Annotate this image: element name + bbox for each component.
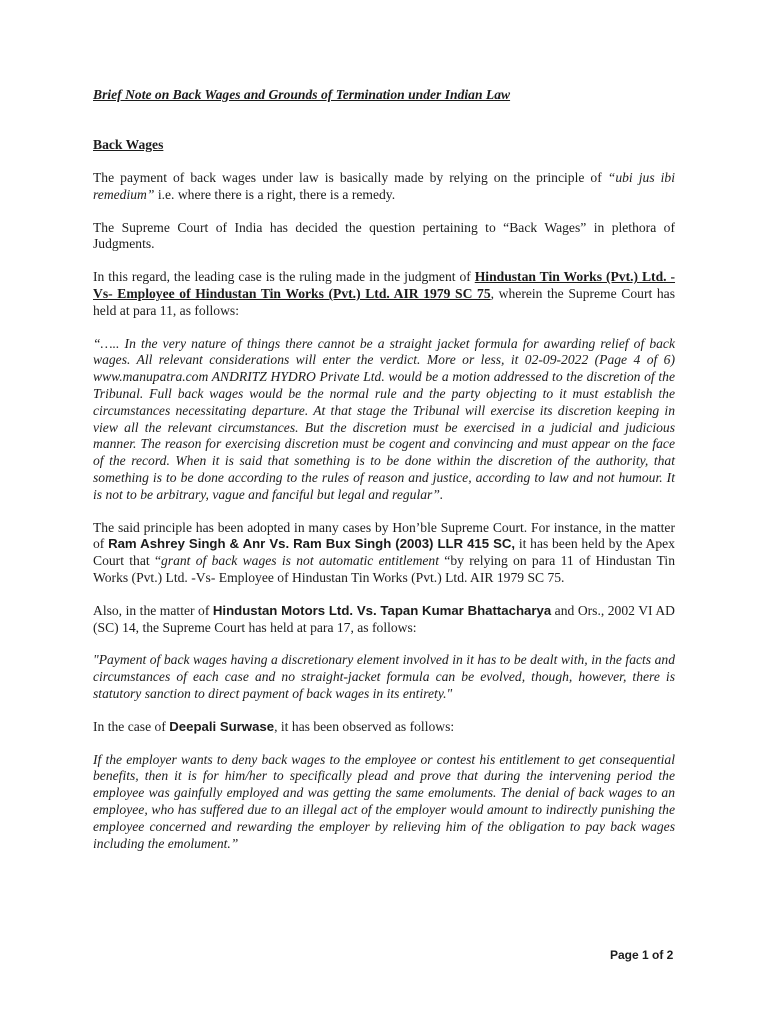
case-citation-hindustan-tin: Hindustan Tin Works (Pvt.) Ltd. -Vs- Employee of Hindustan Tin Works (Pvt.) Ltd. AIR 1979 SC 75: [93, 269, 676, 301]
quote-para-17: "Payment of back wages having a discretionary element involved in it has to be dealt with, in the facts and circumstances of each case and no straight-jacket formula can be evolved, though, however, there is statutory sanction to direct payment of back wages in its entirety.": [93, 652, 675, 701]
paragraph-deepali: In the case of Deepali Surwase, it has been observed as follows:: [93, 718, 455, 734]
case-citation-ram-ashrey: Ram Ashrey Singh & Anr Vs. Ram Bux Singh (2003) LLR 415 SC,: [108, 536, 516, 552]
case-citation-hindustan-motors: Hindustan Motors Ltd. Vs. Tapan Kumar Bhattacharya: [212, 602, 552, 618]
quote-deepali: If the employer wants to deny back wages to the employee or contest his entitlement to get consequential benefits, then it is for him/her to specifically plead and prove that during the intervening period the employee was gainfully employed and was getting the same emoluments. The denial of back wages to an employee, who has suffered due to an illegal act of the employer would amount to indirectly punishing the employee concerned and rewarding the employer by relieving him of the obligation to pay back wages including the emolument.”: [93, 751, 675, 851]
paragraph-leading-case: In this regard, the leading case is the ruling made in the judgment of Hindustan Tin Works (Pvt.) Ltd. -Vs- Employee of Hindustan Tin Works (Pvt.) Ltd. AIR 1979 SC 75, wherein the Supreme Court has held at para 11, as follows:: [93, 269, 676, 318]
case-citation-deepali: Deepali Surwase: [169, 718, 275, 734]
document-title: Brief Note on Back Wages and Grounds of Termination under Indian Law: [93, 87, 511, 102]
paragraph-supreme-court: The Supreme Court of India has decided the question pertaining to “Back Wages” in plethora of Judgments.: [93, 219, 675, 252]
latin-maxim: “ubi jus ibi remedium”: [93, 170, 675, 202]
quote-para-11: “….. In the very nature of things there cannot be a straight jacket formula for awarding relief of back wages. All relevant considerations will enter the verdict. More or less, it 02-09-2022 (Page 4 of 6) www.manupatra.com ANDRITZ HYDRO Private Ltd. would be a motion addressed to the discretion of the Tribunal. Full back wages would be the normal rule and the party objecting to it must establish the circumstances necessitating departure. At that stage the Tribunal will exercise its discretion keeping in view all the relevant circumstances. But the discretion must be exercised in a judicial and judicious manner. The reason for exercising discretion must be cogent and convincing and must appear on the face of the record. When it is said that something is to be done within the discretion of the authority, that something is to be done according to the rules of reason and justice, according to law and not humour. It is not to be arbitrary, vague and fanciful but legal and regular”.: [93, 335, 675, 502]
paragraph-principle-adopted: The said principle has been adopted in many cases by Hon’ble Supreme Court. For instance, in the matter of Ram Ashrey Singh & Anr Vs. Ram Bux Singh (2003) LLR 415 SC, it has been held by the Apex Court that “grant of back wages is not automatic entitlement “by relying on para 11 of Hindustan Tin Works (Pvt.) Ltd. -Vs- Employee of Hindustan Tin Works (Pvt.) Ltd. AIR 1979 SC 75.: [93, 519, 675, 585]
inline-quote: grant of back wages is not automatic entitlement: [161, 553, 439, 569]
section-heading: Back Wages: [93, 137, 164, 152]
document-body: [93, 86, 675, 852]
paragraph-hindustan-motors: Also, in the matter of Hindustan Motors Ltd. Vs. Tapan Kumar Bhattacharya and Ors., 2002 VI AD (SC) 14, the Supreme Court has held at para 17, as follows:: [93, 602, 675, 635]
page-number: Page 1 of 2: [610, 948, 674, 962]
paragraph-principle: The payment of back wages under law is basically made by relying on the principle of “ubi jus ibi remedium” i.e. where there is a right, there is a remedy.: [93, 170, 675, 202]
